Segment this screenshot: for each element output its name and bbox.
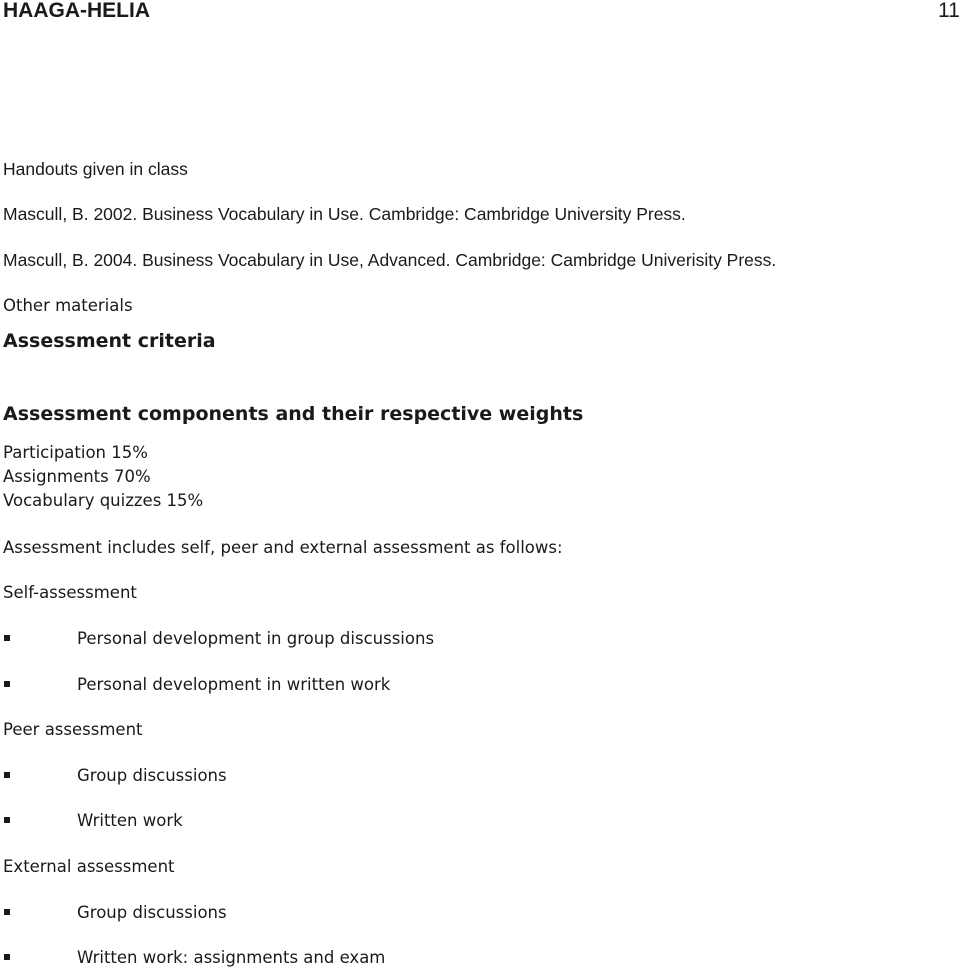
list-item-text: Written work: assignments and exam xyxy=(77,948,386,967)
list-item-text: Personal development in group discussions xyxy=(77,629,435,648)
bullet-square-icon xyxy=(4,772,10,778)
bullet-square-icon xyxy=(4,817,10,823)
weight-assignments: Assignments 70% xyxy=(3,467,151,486)
assessment-intro: Assessment includes self, peer and external assessment as follows: xyxy=(3,538,563,557)
reference-handouts: Handouts given in class xyxy=(3,159,188,179)
page-number: 11 xyxy=(938,0,960,22)
self-assessment-label: Self-assessment xyxy=(3,583,137,602)
bullet-square-icon xyxy=(4,909,10,915)
reference-vocabulary-2002: Mascull, B. 2002. Business Vocabulary in Use. Cambridge: Cambridge University Press. xyxy=(3,204,686,224)
header-brand: HAAGA-HELIA xyxy=(3,0,150,22)
reference-vocabulary-2004: Mascull, B. 2004. Business Vocabulary in Use, Advanced. Cambridge: Cambridge Univerisity Press. xyxy=(3,250,777,270)
bullet-square-icon xyxy=(4,681,10,687)
components-heading: Assessment components and their respective weights xyxy=(3,403,584,425)
weight-vocabulary-quizzes: Vocabulary quizzes 15% xyxy=(3,491,204,510)
other-materials-label: Other materials xyxy=(3,296,133,315)
assessment-criteria-heading: Assessment criteria xyxy=(3,330,216,352)
bullet-square-icon xyxy=(4,635,10,641)
external-assessment-label: External assessment xyxy=(3,857,175,876)
list-item-text: Group discussions xyxy=(77,766,227,785)
list-item-text: Group discussions xyxy=(77,903,227,922)
weights-list xyxy=(3,441,203,513)
list-item-text: Personal development in written work xyxy=(77,675,391,694)
bullet-square-icon xyxy=(4,954,10,960)
list-item-text: Written work xyxy=(77,811,183,830)
peer-assessment-label: Peer assessment xyxy=(3,720,143,739)
weight-participation: Participation 15% xyxy=(3,443,148,462)
